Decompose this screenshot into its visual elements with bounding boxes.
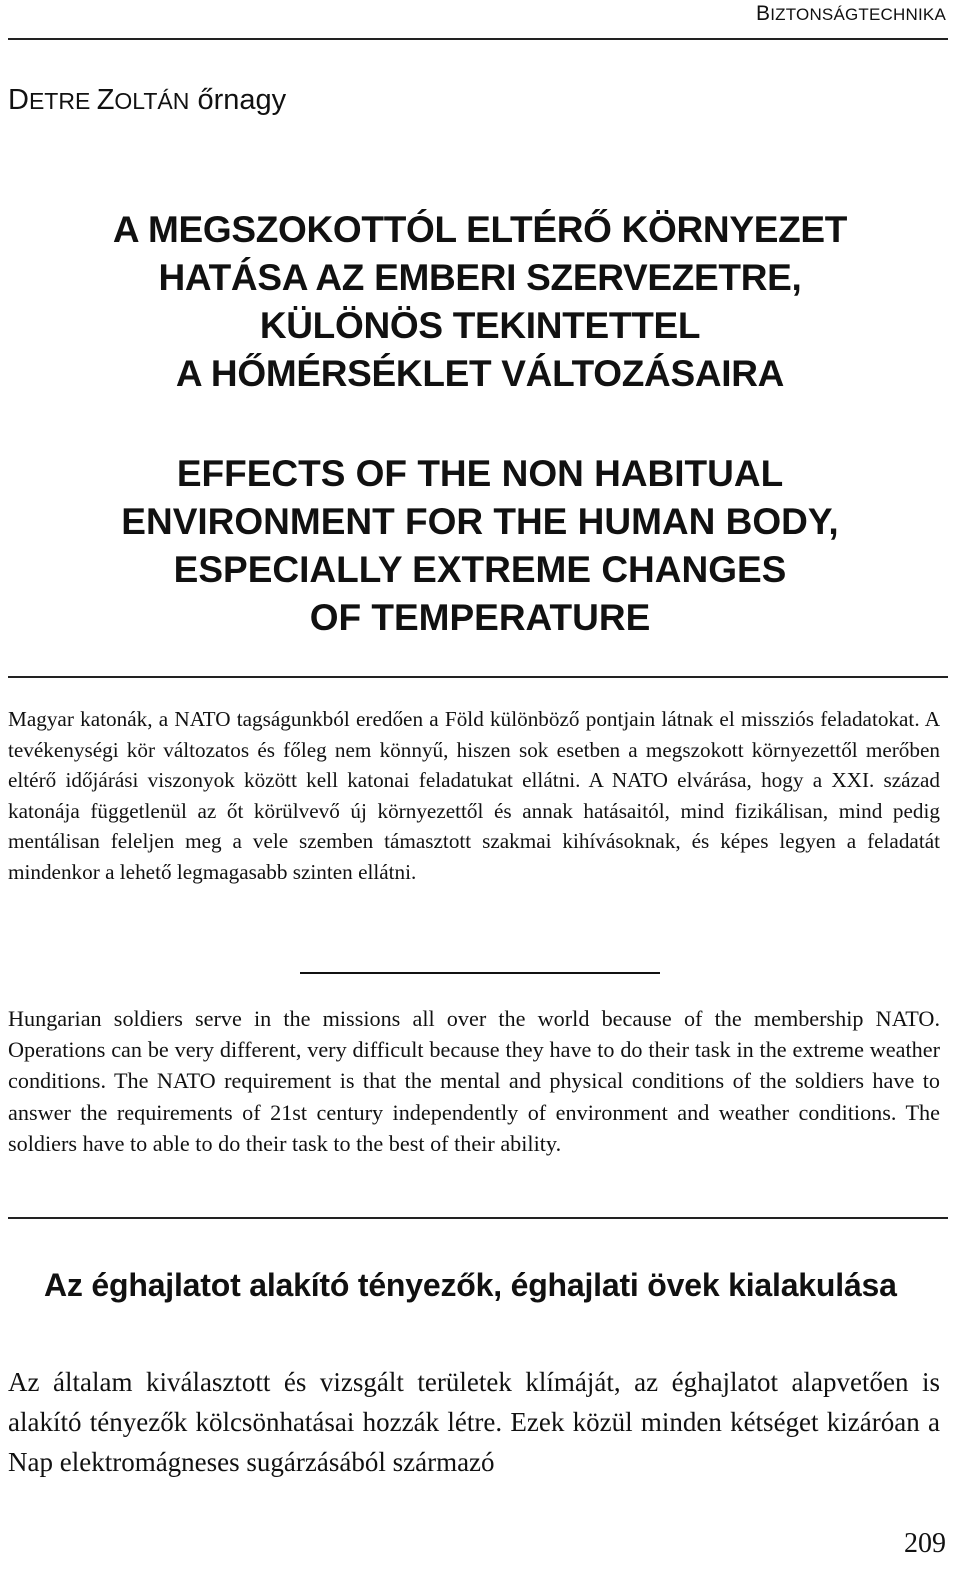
running-header (756, 2, 946, 26)
abstract-top-rule (8, 676, 948, 678)
title-hu-line: A HŐMÉRSÉKLET VÁLTOZÁSAIRA (175, 353, 785, 394)
title-en-line: ENVIRONMENT FOR THE HUMAN BODY, (121, 501, 839, 542)
title-hu-line: KÜLÖNÖS TEKINTETTEL (259, 305, 701, 346)
page-number: 209 (904, 1528, 946, 1559)
abstract-hungarian: Magyar katonák, a NATO tagságunkból eredően a Föld különböző pontjain látnak el missziós feladatokat. A tevékenységi kör változatos és főleg nem könnyű, hiszen sok esetben a megszokott környezettől merőben eltérő időjárási viszonyok között kell katonai feladatukat ellátni. A NATO elvárása, hogy a XXI. század katonája függetlenül az őt körülvevő új környezettől és annak hatásaitól, mind fizikálisan, mind pedig mentálisan feleljen meg a vele szemben támasztott szakmai kihívásoknak, és képes legyen a feladatát mindenkor a lehető legmagasabb szinten ellátni. (8, 707, 940, 884)
header-rule (8, 38, 948, 40)
running-header-initial: B (756, 2, 771, 25)
title-hungarian (0, 206, 960, 398)
title-en-line: ESPECIALLY EXTREME CHANGES (173, 549, 787, 590)
author-rank: őrnagy (189, 84, 287, 116)
author-second-rest: OLTÁN (114, 88, 190, 114)
running-header-rest: IZTONSÁGTECHNIKA (770, 5, 946, 24)
title-hu-line: A MEGSZOKOTTÓL ELTÉRŐ KÖRNYEZET (112, 209, 848, 250)
abstract-english: Hungarian soldiers serve in the missions all over the world because of the membership NATO. Operations can be very different, very difficult because they have to do their task in the extreme weather conditions. The NATO requirement is that the mental and physical conditions of the soldiers have to answer the requirements of 21st century independently of environment and weather conditions. The soldiers have to able to do their task to the best of their ability. (8, 1006, 940, 1156)
abstract-bottom-rule (8, 1217, 948, 1219)
author-second-initial: Z (96, 84, 115, 116)
title-english (0, 450, 960, 642)
section-heading: Az éghajlatot alakító tényezők, éghajlati övek kialakulása (44, 1267, 897, 1303)
author-first-initial: D (8, 84, 29, 116)
author-line (8, 84, 286, 117)
title-en-line: OF TEMPERATURE (309, 597, 651, 638)
author-first-rest: ETRE (28, 88, 97, 114)
body-paragraph: Az általam kiválasztott és vizsgált területek klímáját, az éghajlatot alapvetően is alakító tényezők kölcsönhatásai hozzák létre. Ezek közül minden kétséget kizáróan a Nap elektromágneses sugárzásából származó (8, 1367, 940, 1477)
title-hu-line: HATÁSA AZ EMBERI SZERVEZETRE, (158, 257, 802, 298)
title-en-line: EFFECTS OF THE NON HABITUAL (176, 453, 784, 494)
abstract-separator (300, 972, 660, 974)
